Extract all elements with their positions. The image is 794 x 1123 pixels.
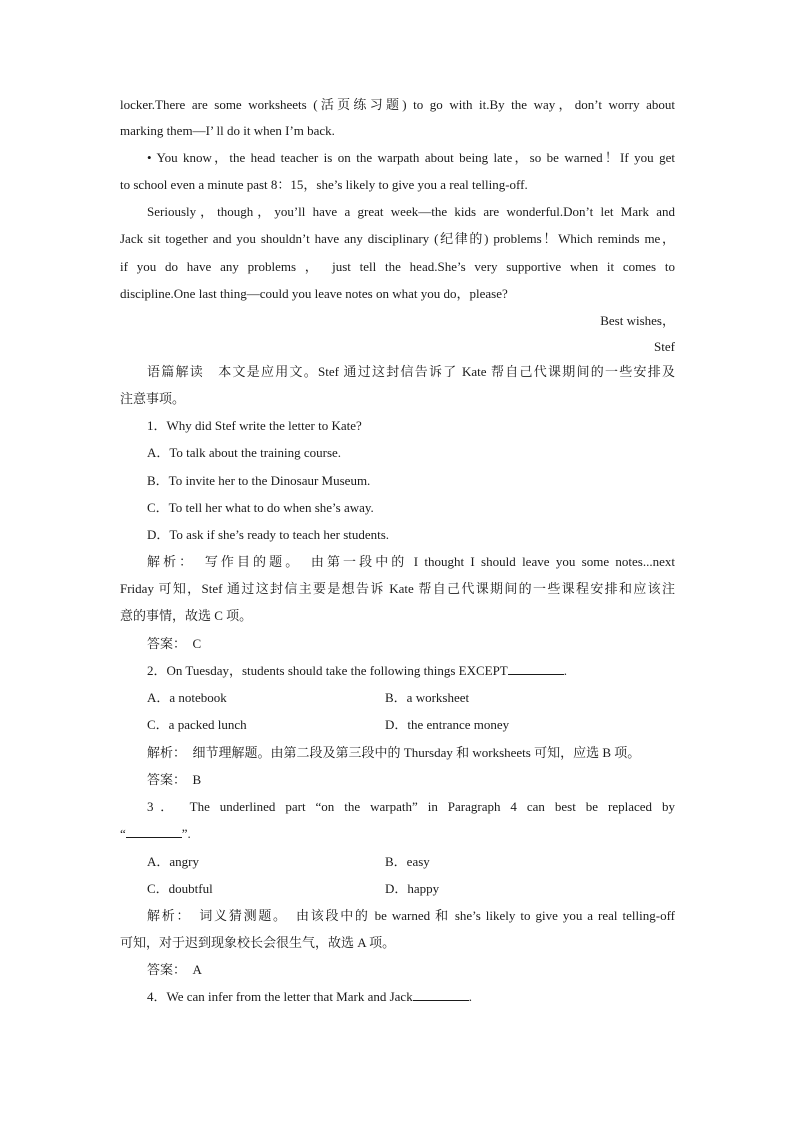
q1-explanation-1: 解析： 写作目的题。 由第一段中的 I thought I should leave you some notes...next (147, 554, 675, 569)
q3-option-a: A．angry (147, 854, 199, 869)
letter-signature: Stef (654, 339, 675, 354)
letter-line-6: Jack sit together and you shouldn’t have any disciplinary (纪律的) problems！Which reminds me， (120, 231, 675, 246)
q2-options-row-2 (120, 716, 675, 734)
q1-option-c: C．To tell her what to do when she’s away. (147, 500, 374, 515)
q2-stem-text: 2．On Tuesday，students should take the following things EXCEPT (147, 663, 508, 678)
q2-explanation: 解析： 细节理解题。由第二段及第三段中的 Thursday 和 worksheets 可知，应选 B 项。 (147, 745, 641, 760)
q3-open-quote: “ (120, 826, 126, 841)
q1-option-d: D．To ask if she’s ready to teach her students. (147, 527, 390, 542)
q2-options-row-1 (120, 689, 675, 707)
q3-answer-blank (126, 825, 182, 838)
q1-explanation-3: 意的事情，故选 C 项。 (120, 608, 253, 623)
letter-line-3: • You know，the head teacher is on the warpath about being late，so be warned！If you get (147, 150, 675, 165)
q1-explanation-2: Friday 可知，Stef 通过这封信主要是想告诉 Kate 帮自己代课期间的一些课程安排和应该注 (120, 581, 675, 596)
q3-options-row-1 (120, 853, 675, 871)
q2-answer: 答案： B (147, 772, 202, 787)
q3-option-d: D．happy (385, 881, 440, 896)
q2-answer-blank (508, 662, 564, 675)
letter-line-7: if you do have any problems ， just tell the head.She’s very supportive when it comes to (120, 259, 675, 274)
q1-option-b: B．To invite her to the Dinosaur Museum. (147, 473, 371, 488)
letter-line-1: locker.There are some worksheets (活页练习题) to go with it.By the way，don’t worry about (120, 97, 675, 112)
q3-explanation-2: 可知，对于迟到现象校长会很生气，故选 A 项。 (120, 935, 396, 950)
q2-stem (120, 662, 675, 680)
q3-stem: 3． The underlined part “on the warpath” in Paragraph 4 can best be replaced by (147, 799, 675, 814)
q2-option-d: D．the entrance money (385, 717, 510, 732)
q3-explanation-1: 解析： 词义猜测题。 由该段中的 be warned 和 she’s likely to give you a real telling-off (147, 908, 675, 923)
q3-answer: 答案： A (147, 962, 202, 977)
q4-stem-end: . (468, 989, 472, 1004)
letter-line-4: to school even a minute past 8：15，she’s likely to give you a real telling-off. (120, 177, 528, 192)
q3-options-row-2 (120, 880, 675, 898)
analysis-line-1: 语篇解读 本文是应用文。Stef 通过这封信告诉了 Kate 帮自己代课期间的一些安排及 (147, 364, 675, 379)
q2-stem-end: . (563, 663, 567, 678)
q2-option-a: A．a notebook (147, 690, 227, 705)
q1-stem: 1．Why did Stef write the letter to Kate? (147, 418, 362, 433)
q4-answer-blank (413, 988, 469, 1001)
q3-option-c: C．doubtful (147, 881, 213, 896)
analysis-line-2: 注意事项。 (120, 391, 186, 406)
q2-option-b: B．a worksheet (385, 690, 470, 705)
q1-option-a: A．To talk about the training course. (147, 445, 342, 460)
letter-line-8: discipline.One last thing—could you leave notes on what you do，please? (120, 286, 508, 301)
q3-close-quote: ”. (181, 826, 191, 841)
letter-line-5: Seriously，though，you’ll have a great week—the kids are wonderful.Don’t let Mark and (147, 204, 675, 219)
q1-answer: 答案： C (147, 636, 202, 651)
letter-line-2: marking them—I’ ll do it when I’m back. (120, 123, 335, 138)
letter-closing: Best wishes， (600, 313, 675, 328)
q4-stem (120, 988, 675, 1006)
q3-option-b: B．easy (385, 854, 430, 869)
q3-stem-line-2 (120, 825, 675, 843)
q4-stem-text: 4．We can infer from the letter that Mark and Jack (147, 989, 413, 1004)
q2-option-c: C．a packed lunch (147, 717, 247, 732)
